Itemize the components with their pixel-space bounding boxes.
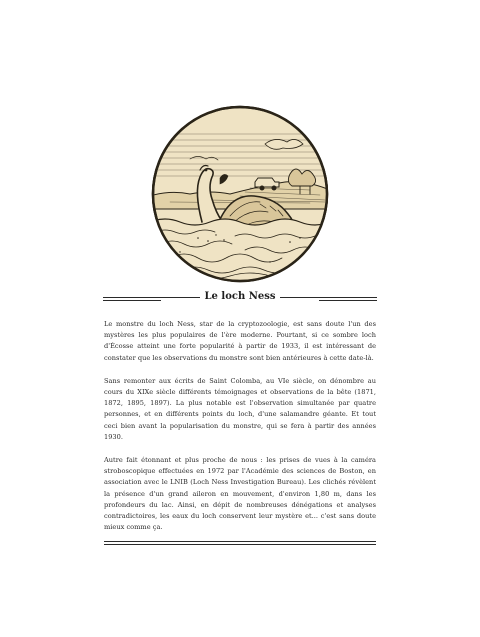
title-rule-right [280, 297, 377, 298]
loch-ness-illustration [150, 104, 330, 284]
bottom-divider [104, 541, 376, 542]
title-rule-left [103, 297, 200, 298]
paragraph-2: Sans remonter aux écrits de Saint Colomba, au VIe siècle, on dénombre au cours du XIXe siècle différents témoignages et observations de la bête (1871, 1872, 1895, 1897). La plus notable est l'observation simultanée par quatre personnes, et en différents points du loch, d'une salamandre géante. Et tout ceci bien avant la popularisation du monstre, qui se fera à partir des années 1930. [104, 376, 376, 441]
article-body [104, 319, 376, 545]
loch-ness-monster-engraving-icon [150, 104, 330, 284]
paragraph-3: Autre fait étonnant et plus proche de nous : les prises de vues à la caméra stroboscopique effectuées en 1972 par l'Académie des sciences de Boston, en association avec le LNIB (Loch Ness Investigation Bureau). Les clichés révèlent la présence d'un grand aileron en mouvement, d'environ 1,80 m, dans les profondeurs du lac. Ainsi, en dépit de nombreuses dénégations et analyses contradictoires, les eaux du loch conservent leur mystère et... c'est sans doute mieux comme ça. [104, 456, 376, 532]
paragraph-1: Le monstre du loch Ness, star de la cryptozoologie, est sans doute l'un des mystères les plus populaires de l'ère moderne. Pourtant, si ce sombre loch d'Écosse atteint une forte popularité à partir de 1933, il est intéressant de constater que les observations du monstre sont bien antérieures à cette date-là. [104, 320, 376, 362]
section-title-bar [103, 289, 377, 307]
page-title: Le loch Ness [204, 291, 276, 302]
